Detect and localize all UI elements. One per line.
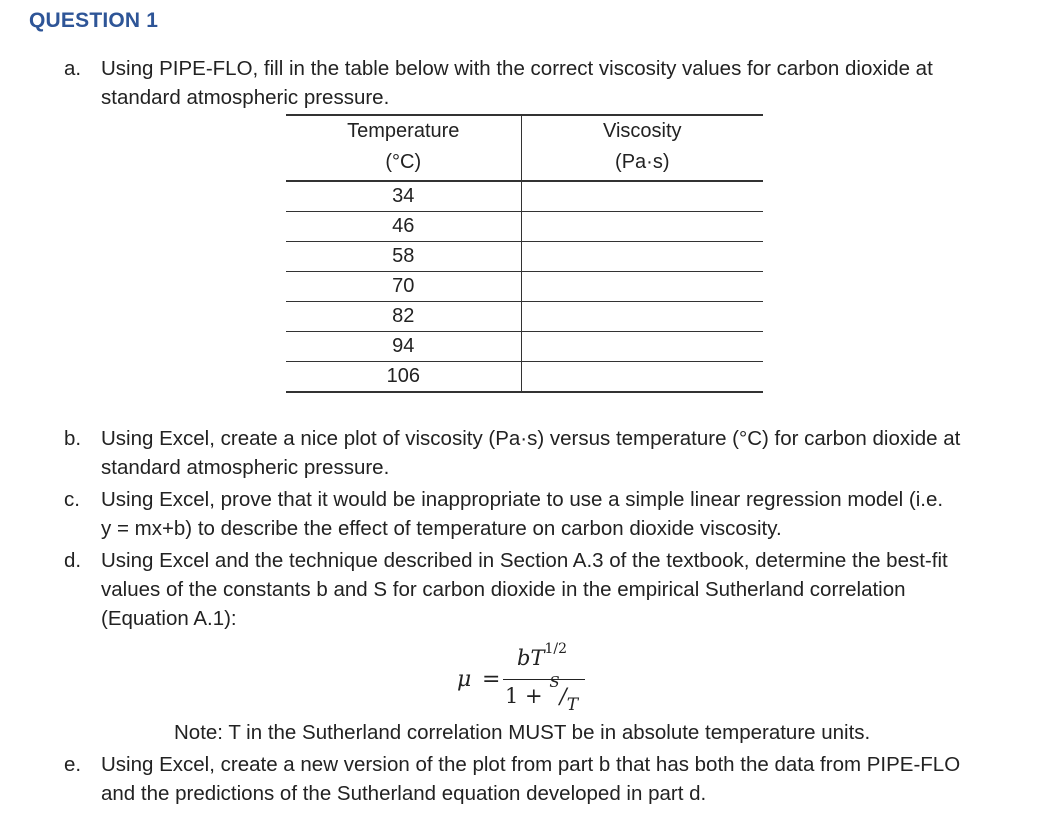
table-row <box>286 332 763 362</box>
temperature-header-label: Temperature <box>347 120 460 142</box>
part-e-line-1: Using Excel, create a new version of the plot from part b that has both the data from PIPE-FLO <box>101 753 961 776</box>
viscosity-cell[interactable] <box>521 242 763 272</box>
table-header-row <box>286 115 763 181</box>
table-row <box>286 362 763 393</box>
temperature-cell: 94 <box>286 332 521 362</box>
part-a-line-2: standard atmospheric pressure. <box>101 86 390 109</box>
viscosity-cell[interactable] <box>521 332 763 362</box>
equation-denominator-slash: / <box>559 684 567 708</box>
viscosity-header-unit: (Pa·s) <box>615 151 670 173</box>
equation-fraction-bar <box>503 679 585 680</box>
viscosity-cell[interactable] <box>521 302 763 332</box>
equation-denominator-t: T <box>566 695 579 716</box>
equation-denominator <box>505 673 579 716</box>
equation-numerator-base: bT <box>517 646 545 670</box>
part-a-line-1: Using PIPE-FLO, fill in the table below with the correct viscosity values for carbon dioxide at <box>101 57 933 80</box>
part-e-text <box>101 750 1031 808</box>
equation-equals: = <box>482 667 501 692</box>
part-e-line-2: and the predictions of the Sutherland equation developed in part d. <box>101 782 707 805</box>
temperature-cell: 82 <box>286 302 521 332</box>
part-c-letter: c. <box>64 488 80 511</box>
viscosity-header-label: Viscosity <box>603 120 682 142</box>
temperature-header-unit: (°C) <box>385 151 422 173</box>
equation-numerator <box>517 641 567 670</box>
temperature-cell: 70 <box>286 272 521 302</box>
temperature-cell: 46 <box>286 212 521 242</box>
temperature-cell: 106 <box>286 362 521 393</box>
question-heading: QUESTION 1 <box>29 9 159 32</box>
viscosity-cell[interactable] <box>521 181 763 212</box>
part-c-text <box>101 485 1031 543</box>
part-b-text <box>101 424 1031 482</box>
viscosity-column-header <box>521 115 763 181</box>
equation-denominator-s: S <box>549 673 560 691</box>
part-d-line-1: Using Excel and the technique described in Section A.3 of the textbook, determine the best-fit <box>101 549 948 572</box>
temperature-column-header <box>286 115 521 181</box>
part-e-letter: e. <box>64 753 82 776</box>
temperature-cell: 34 <box>286 181 521 212</box>
viscosity-table <box>286 114 763 393</box>
part-c-line-2: y = mx+b) to describe the effect of temperature on carbon dioxide viscosity. <box>101 517 782 540</box>
part-d-text <box>101 546 1031 633</box>
table-row <box>286 212 763 242</box>
part-d-line-3: (Equation A.1): <box>101 607 237 630</box>
temperature-cell: 58 <box>286 242 521 272</box>
table-row <box>286 181 763 212</box>
part-a-text <box>101 54 1031 112</box>
part-b-letter: b. <box>64 427 82 450</box>
table-row <box>286 272 763 302</box>
part-c-line-1: Using Excel, prove that it would be inappropriate to use a simple linear regression model (i.e. <box>101 488 944 511</box>
part-b-line-1: Using Excel, create a nice plot of viscosity (Pa·s) versus temperature (°C) for carbon dioxide at <box>101 427 961 450</box>
part-d-letter: d. <box>64 549 82 572</box>
equation-numerator-exponent: 1/2 <box>544 641 567 657</box>
sutherland-equation <box>455 641 615 716</box>
part-d-line-2: values of the constants b and S for carbon dioxide in the empirical Sutherland correlation <box>101 578 906 601</box>
table-row <box>286 242 763 272</box>
equation-denominator-one: 1 + <box>505 684 543 708</box>
note-text: Note: T in the Sutherland correlation MUST be in absolute temperature units. <box>174 721 871 744</box>
table-row <box>286 302 763 332</box>
part-a-letter: a. <box>64 57 82 80</box>
equation-mu: μ <box>457 667 472 692</box>
viscosity-cell[interactable] <box>521 212 763 242</box>
viscosity-cell[interactable] <box>521 362 763 393</box>
viscosity-cell[interactable] <box>521 272 763 302</box>
part-b-line-2: standard atmospheric pressure. <box>101 456 390 479</box>
